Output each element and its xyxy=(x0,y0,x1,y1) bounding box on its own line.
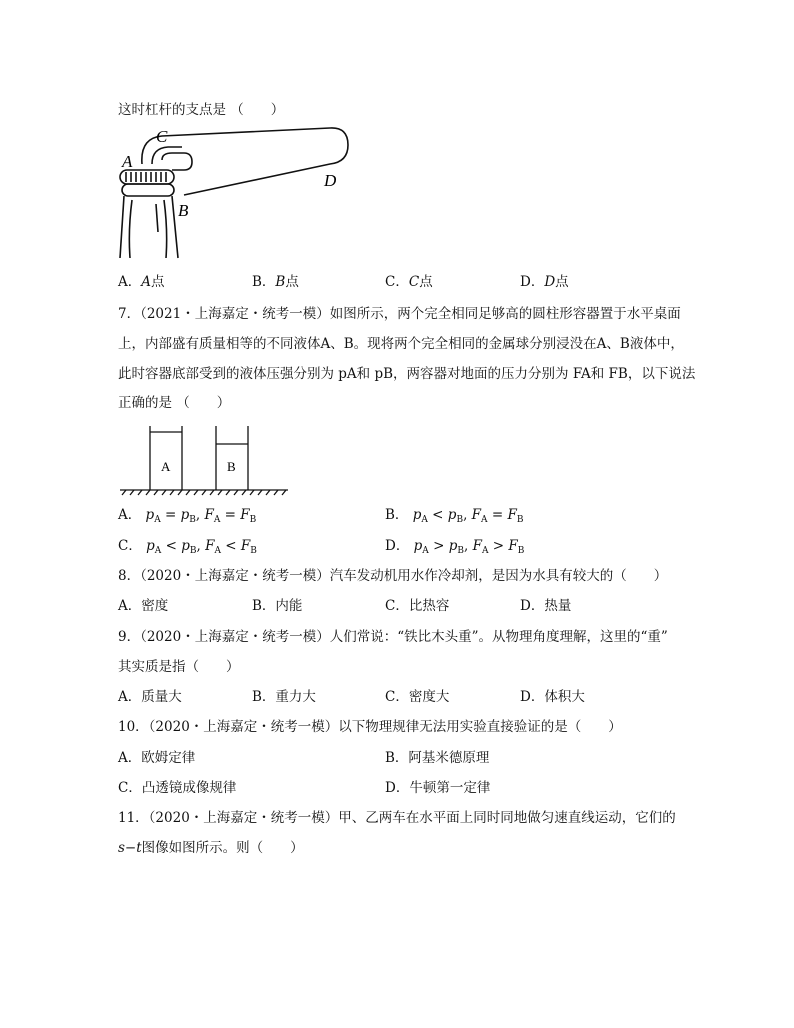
lever-label-b: B xyxy=(178,201,189,220)
q6-option-c: C．C点 xyxy=(385,274,433,290)
containers-figure xyxy=(116,420,292,496)
container-label-b: B xyxy=(227,459,236,474)
q8-stem: 8．（2020・上海嘉定・统考一模）汽车发动机用水作冷却剂，是因为水具有较大的（ ） xyxy=(118,568,668,584)
q7-option-c: C． $p_A < p_B$, $F_A < F_B$ xyxy=(118,538,257,556)
q9-option-b: B．重力大 xyxy=(252,689,316,705)
lever-bottle-opener-figure xyxy=(112,120,362,260)
q7-line-4: 正确的是 （ ） xyxy=(118,395,231,411)
q6-stem-tail: 这时杠杆的支点是 （ ） xyxy=(118,102,285,118)
q8-option-b: B．内能 xyxy=(252,598,303,614)
q8-option-d: D．热量 xyxy=(520,598,572,614)
q7-option-d: D． $p_A > p_B$, $F_A > F_B$ xyxy=(385,538,525,556)
q6-option-b: B．B点 xyxy=(252,274,299,290)
q10-option-d: D．牛顿第一定律 xyxy=(385,780,491,796)
q8-option-a: A．密度 xyxy=(118,598,169,614)
q7-line-3: 此时容器底部受到的液体压强分别为 pA和 pB，两容器对地面的压力分别为 FA和 FB，以下说法 xyxy=(118,366,696,382)
q9-line-2: 其实质是指（ ） xyxy=(118,659,240,675)
q7-option-b: B． $p_A < p_B$, $F_A = F_B$ xyxy=(385,507,524,525)
q9-option-d: D．体积大 xyxy=(520,689,585,705)
lever-label-c: C xyxy=(156,127,168,146)
q9-option-a: A．质量大 xyxy=(118,689,182,705)
q7-option-a: A． $p_A = p_B$, $F_A = F_B$ xyxy=(118,507,257,525)
q11-line-2: s−t图像如图所示。则（ ） xyxy=(118,840,304,856)
q8-option-c: C．比热容 xyxy=(385,598,450,614)
q10-option-a: A．欧姆定律 xyxy=(118,750,196,766)
lever-label-d: D xyxy=(324,171,337,190)
q6-option-d: D．D点 xyxy=(520,274,569,290)
q6-option-a: A．A点 xyxy=(118,274,165,290)
q10-stem: 10．（2020・上海嘉定・统考一模）以下物理规律无法用实验直接验证的是（ ） xyxy=(118,719,622,735)
q10-option-b: B．阿基米德原理 xyxy=(385,750,490,766)
q9-line-1: 9．（2020・上海嘉定・统考一模）人们常说：“铁比木头重”。从物理角度理解，这里的“重” xyxy=(118,629,668,645)
q7-line-1: 7．（2021・上海嘉定・统考一模）如图所示，两个完全相同足够高的圆柱形容器置于水平桌面 xyxy=(118,306,681,322)
container-label-a: A xyxy=(161,459,171,474)
q11-line-1: 11．（2020・上海嘉定・统考一模）甲、乙两车在水平面上同时同地做匀速直线运动，它们的 xyxy=(118,810,676,826)
q9-option-c: C．密度大 xyxy=(385,689,450,705)
q7-line-2: 上，内部盛有质量相等的不同液体A、B。现将两个完全相同的金属球分别浸没在A、B液体中， xyxy=(118,336,684,352)
lever-label-a: A xyxy=(122,152,133,171)
q10-option-c: C．凸透镜成像规律 xyxy=(118,780,237,796)
